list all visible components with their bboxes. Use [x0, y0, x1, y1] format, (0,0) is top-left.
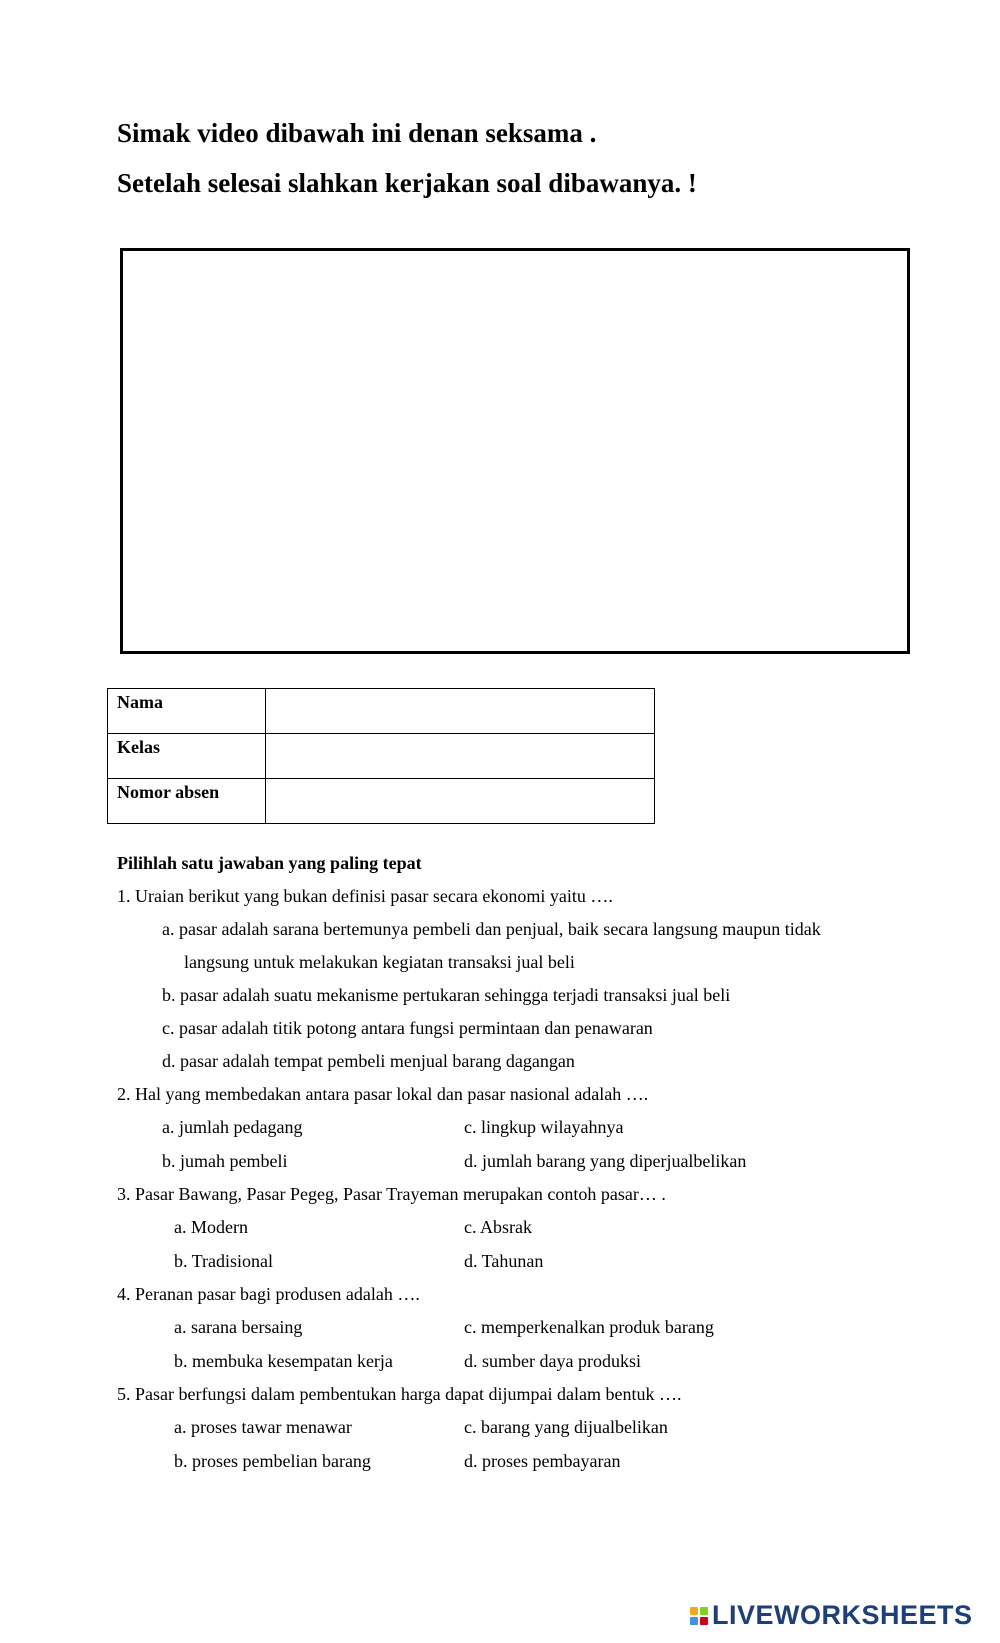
q5-option-d[interactable]: d. proses pembayaran: [464, 1451, 621, 1471]
q4-option-c[interactable]: c. memperkenalkan produk barang: [464, 1317, 714, 1337]
logo-square-4: [700, 1617, 708, 1625]
liveworksheets-logo: [690, 1600, 973, 1631]
question-5: 5. Pasar berfungsi dalam pembentukan harga dapat dijumpai dalam bentuk ….: [117, 1384, 682, 1404]
q4-option-a[interactable]: a. sarana bersaing: [174, 1317, 303, 1337]
identity-row-class: [108, 734, 655, 779]
absence-number-label: Nomor absen: [108, 779, 266, 824]
question-2: 2. Hal yang membedakan antara pasar lokal dan pasar nasional adalah ….: [117, 1084, 649, 1104]
q3-option-b[interactable]: b. Tradisional: [174, 1251, 274, 1271]
instruction-heading-2: Setelah selesai slahkan kerjakan soal dibawanya. !: [117, 168, 697, 198]
q1-option-c[interactable]: c. pasar adalah titik potong antara fungsi permintaan dan penawaran: [162, 1018, 653, 1038]
student-identity-table: [107, 688, 655, 824]
q3-option-a[interactable]: a. Modern: [174, 1217, 248, 1237]
identity-row-number: [108, 779, 655, 824]
q1-option-d[interactable]: d. pasar adalah tempat pembeli menjual barang dagangan: [162, 1051, 575, 1071]
instructions-text: Pilihlah satu jawaban yang paling tepat: [117, 853, 422, 873]
logo-text: LIVEWORKSHEETS: [712, 1600, 973, 1630]
name-label: Nama: [108, 689, 266, 734]
q5-option-b[interactable]: b. proses pembelian barang: [174, 1451, 371, 1471]
q2-option-b[interactable]: b. jumah pembeli: [162, 1151, 288, 1171]
question-4: 4. Peranan pasar bagi produsen adalah ….: [117, 1284, 420, 1304]
logo-square-1: [690, 1607, 698, 1615]
class-label: Kelas: [108, 734, 266, 779]
q3-option-d[interactable]: d. Tahunan: [464, 1251, 544, 1271]
q2-option-c[interactable]: c. lingkup wilayahnya: [464, 1117, 624, 1137]
q1-option-b[interactable]: b. pasar adalah suatu mekanisme pertukaran sehingga terjadi transaksi jual beli: [162, 985, 731, 1005]
identity-row-name: [108, 689, 655, 734]
q4-option-b[interactable]: b. membuka kesempatan kerja: [174, 1351, 393, 1371]
name-field[interactable]: [266, 689, 655, 734]
q1-option-a[interactable]: a. pasar adalah sarana bertemunya pembeli dan penjual, baik secara langsung maupun tidak: [162, 919, 821, 939]
absence-number-field[interactable]: [266, 779, 655, 824]
question-3: 3. Pasar Bawang, Pasar Pegeg, Pasar Trayeman merupakan contoh pasar… .: [117, 1184, 666, 1204]
logo-square-3: [690, 1617, 698, 1625]
q3-option-c[interactable]: c. Absrak: [464, 1217, 532, 1237]
q2-option-a[interactable]: a. jumlah pedagang: [162, 1117, 303, 1137]
logo-grid-icon: [690, 1607, 708, 1625]
q2-option-d[interactable]: d. jumlah barang yang diperjualbelikan: [464, 1151, 747, 1171]
q5-option-a[interactable]: a. proses tawar menawar: [174, 1417, 352, 1437]
q4-option-d[interactable]: d. sumber daya produksi: [464, 1351, 641, 1371]
logo-square-2: [700, 1607, 708, 1615]
instruction-heading-1: Simak video dibawah ini denan seksama .: [117, 118, 597, 148]
video-embed-frame[interactable]: [120, 248, 910, 654]
q1-option-a-continued[interactable]: langsung untuk melakukan kegiatan transaksi jual beli: [184, 952, 575, 972]
q5-option-c[interactable]: c. barang yang dijualbelikan: [464, 1417, 668, 1437]
class-field[interactable]: [266, 734, 655, 779]
question-1: 1. Uraian berikut yang bukan definisi pasar secara ekonomi yaitu ….: [117, 886, 613, 906]
